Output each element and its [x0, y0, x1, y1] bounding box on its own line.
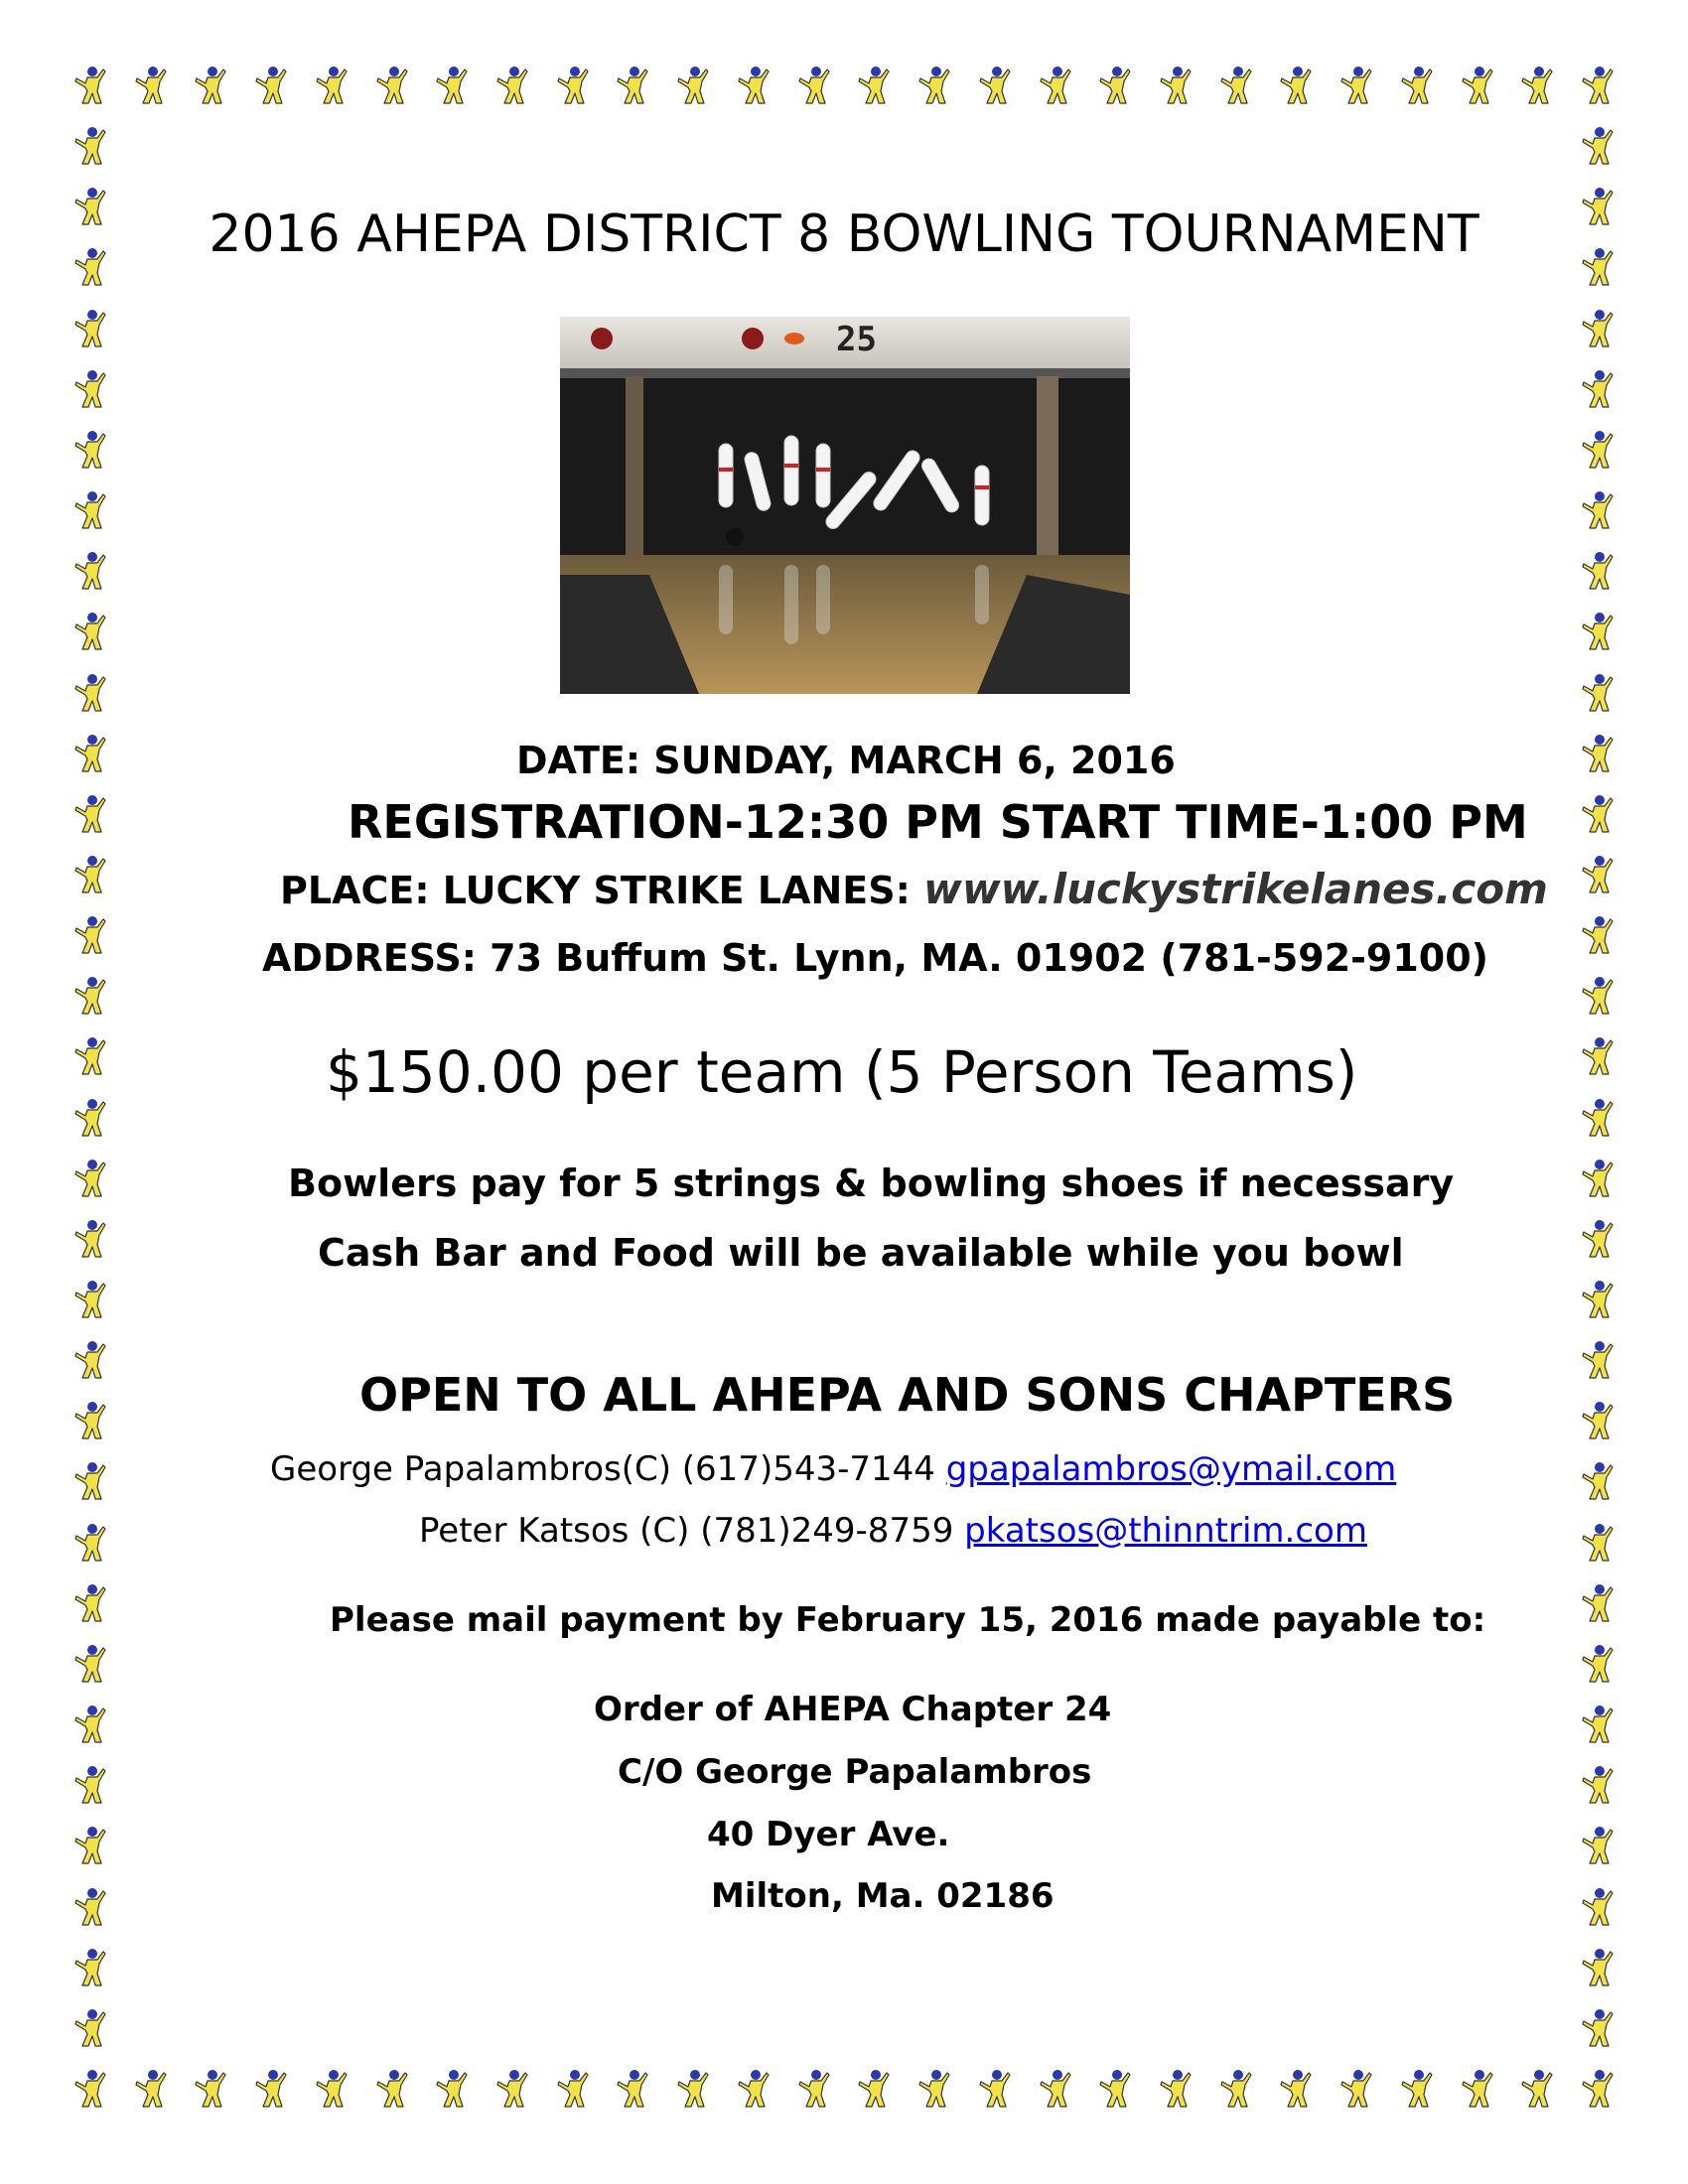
bowler-figure-icon — [1581, 1280, 1615, 1319]
bowler-figure-icon — [1581, 66, 1615, 105]
bowler-figure-icon — [73, 126, 107, 166]
bowler-figure-icon — [315, 66, 349, 105]
event-address: ADDRESS: 73 Buffum St. Lynn, MA. 01902 (781-592-9100) — [262, 936, 1489, 980]
bowler-figure-icon — [1581, 2008, 1615, 2048]
bowler-figure-icon — [1520, 2069, 1554, 2109]
bowler-figure-icon — [797, 2069, 831, 2109]
bowler-figure-icon — [1581, 976, 1615, 1016]
bowler-figure-icon — [978, 2069, 1012, 2109]
bowler-figure-icon — [1581, 673, 1615, 713]
bowler-figure-icon — [375, 2069, 409, 2109]
bowler-figure-icon — [73, 976, 107, 1016]
bowler-figure-icon — [1461, 2069, 1494, 2109]
bowler-figure-icon — [73, 1098, 107, 1138]
bowler-figure-icon — [73, 2008, 107, 2048]
payee-line: 40 Dyer Ave. — [707, 1815, 950, 1854]
bowler-figure-icon — [73, 1826, 107, 1865]
contact-info: Peter Katsos (C) (781)249-8759 — [419, 1511, 965, 1551]
bowler-figure-icon — [1159, 2069, 1193, 2109]
bowler-figure-icon — [73, 855, 107, 894]
bowler-figure-icon — [1581, 855, 1615, 894]
bowler-figure-icon — [737, 66, 771, 105]
bowler-figure-icon — [1581, 794, 1615, 834]
contact-info: George Papalambros(C) (617)543-7144 — [270, 1449, 946, 1489]
bowler-figure-icon — [1581, 309, 1615, 348]
bowler-figure-icon — [194, 2069, 227, 2109]
bowler-figure-icon — [917, 2069, 951, 2109]
bowler-figure-icon — [73, 734, 107, 773]
event-place — [280, 865, 1548, 913]
bowler-figure-icon — [556, 2069, 590, 2109]
bowler-figure-icon — [1339, 2069, 1373, 2109]
bowler-figure-icon — [978, 66, 1012, 105]
bowler-figure-icon — [1098, 66, 1132, 105]
bowler-figure-icon — [375, 66, 409, 105]
bowler-figure-icon — [73, 1461, 107, 1501]
bowler-figure-icon — [1581, 1219, 1615, 1259]
bowler-figure-icon — [73, 551, 107, 591]
bowler-figure-icon — [1219, 66, 1253, 105]
bowler-figure-icon — [1400, 2069, 1434, 2109]
note-line: Bowlers pay for 5 strings & bowling shoes if necessary — [288, 1161, 1455, 1205]
bowler-figure-icon — [73, 369, 107, 409]
bowler-figure-icon — [73, 1523, 107, 1563]
bowler-figure-icon — [1581, 1340, 1615, 1380]
bowler-figure-icon — [1581, 369, 1615, 409]
bowler-figure-icon — [676, 66, 710, 105]
bowler-figure-icon — [1581, 1098, 1615, 1138]
bowler-figure-icon — [1581, 1401, 1615, 1440]
bowler-figure-icon — [1581, 612, 1615, 651]
bowler-figure-icon — [616, 2069, 649, 2109]
bowler-figure-icon — [73, 1948, 107, 1987]
contact-line — [419, 1511, 1367, 1551]
bowler-figure-icon — [254, 2069, 288, 2109]
bowler-figure-icon — [73, 1340, 107, 1380]
bowler-figure-icon — [917, 66, 951, 105]
contact-email-link[interactable]: pkatsos@thinntrim.com — [964, 1511, 1367, 1551]
bowler-figure-icon — [73, 490, 107, 530]
payee-line: Order of AHEPA Chapter 24 — [594, 1690, 1112, 1729]
place-url: www.luckystrikelanes.com — [923, 865, 1548, 913]
bowler-figure-icon — [1581, 126, 1615, 166]
bowler-figure-icon — [1159, 66, 1193, 105]
bowler-figure-icon — [1581, 1583, 1615, 1623]
open-to-line: OPEN TO ALL AHEPA AND SONS CHAPTERS — [359, 1368, 1456, 1422]
bowler-figure-icon — [1581, 734, 1615, 773]
bowler-figure-icon — [73, 673, 107, 713]
page-title: 2016 AHEPA DISTRICT 8 BOWLING TOURNAMENT — [209, 205, 1479, 264]
bowler-figure-icon — [134, 2069, 168, 2109]
bowler-figure-icon — [73, 430, 107, 470]
bowler-figure-icon — [73, 309, 107, 348]
bowling-pins-photo — [560, 317, 1130, 694]
bowler-figure-icon — [73, 66, 107, 105]
bowler-figure-icon — [857, 2069, 891, 2109]
bowler-figure-icon — [435, 2069, 469, 2109]
bowler-figure-icon — [1039, 2069, 1072, 2109]
bowler-figure-icon — [1581, 490, 1615, 530]
bowler-figure-icon — [73, 1583, 107, 1623]
bowler-figure-icon — [1581, 2069, 1615, 2109]
note-line: Cash Bar and Food will be available while you bowl — [318, 1231, 1404, 1275]
event-date: DATE: SUNDAY, MARCH 6, 2016 — [516, 739, 1176, 782]
lane-number: 25 — [836, 320, 877, 359]
bowler-figure-icon — [1039, 66, 1072, 105]
registration-time: REGISTRATION-12:30 PM START TIME-1:00 PM — [348, 795, 1528, 849]
bowler-figure-icon — [556, 66, 590, 105]
bowler-figure-icon — [1279, 66, 1313, 105]
bowler-figure-icon — [254, 66, 288, 105]
bowler-figure-icon — [1400, 66, 1434, 105]
bowler-figure-icon — [1581, 430, 1615, 470]
bowler-figure-icon — [73, 794, 107, 834]
bowler-figure-icon — [1219, 2069, 1253, 2109]
bowler-figure-icon — [495, 66, 529, 105]
bowler-figure-icon — [73, 1887, 107, 1927]
bowler-figure-icon — [73, 1219, 107, 1259]
bowler-figure-icon — [1461, 66, 1494, 105]
bowler-figure-icon — [737, 2069, 771, 2109]
team-price: $150.00 per team (5 Person Teams) — [326, 1038, 1358, 1106]
bowler-figure-icon — [1581, 1765, 1615, 1805]
bowler-figure-icon — [1581, 1826, 1615, 1865]
place-label: PLACE: LUCKY STRIKE LANES: — [280, 869, 924, 912]
bowler-figure-icon — [1098, 2069, 1132, 2109]
bowler-figure-icon — [676, 2069, 710, 2109]
payment-instruction: Please mail payment by February 15, 2016 made payable to: — [330, 1600, 1486, 1640]
bowler-figure-icon — [857, 66, 891, 105]
bowler-figure-icon — [1581, 1887, 1615, 1927]
bowler-figure-icon — [495, 2069, 529, 2109]
bowler-figure-icon — [1581, 1159, 1615, 1198]
bowler-figure-icon — [73, 1644, 107, 1684]
bowler-figure-icon — [1581, 915, 1615, 955]
contact-email-link[interactable]: gpapalambros@ymail.com — [945, 1449, 1397, 1489]
bowler-figure-icon — [73, 1036, 107, 1076]
bowler-figure-icon — [1581, 1948, 1615, 1987]
bowler-figure-icon — [73, 612, 107, 651]
bowler-figure-icon — [1581, 551, 1615, 591]
bowler-figure-icon — [435, 66, 469, 105]
bowler-figure-icon — [194, 66, 227, 105]
bowler-figure-icon — [73, 2069, 107, 2109]
payee-line: C/O George Papalambros — [618, 1752, 1092, 1792]
bowler-figure-icon — [134, 66, 168, 105]
bowler-figure-icon — [1581, 1705, 1615, 1744]
bowler-figure-icon — [73, 1401, 107, 1440]
bowler-figure-icon — [1581, 1644, 1615, 1684]
bowler-figure-icon — [1520, 66, 1554, 105]
bowler-figure-icon — [73, 1159, 107, 1198]
bowler-figure-icon — [1581, 1036, 1615, 1076]
payee-line: Milton, Ma. 02186 — [711, 1876, 1055, 1916]
bowler-figure-icon — [315, 2069, 349, 2109]
bowler-figure-icon — [616, 66, 649, 105]
bowler-figure-icon — [73, 915, 107, 955]
bowler-figure-icon — [1339, 66, 1373, 105]
bowler-figure-icon — [797, 66, 831, 105]
bowler-figure-icon — [73, 1765, 107, 1805]
bowler-figure-icon — [73, 1705, 107, 1744]
bowler-figure-icon — [1581, 1461, 1615, 1501]
contact-line — [270, 1449, 1396, 1489]
bowler-figure-icon — [73, 1280, 107, 1319]
bowler-figure-icon — [1279, 2069, 1313, 2109]
bowler-figure-icon — [1581, 1523, 1615, 1563]
